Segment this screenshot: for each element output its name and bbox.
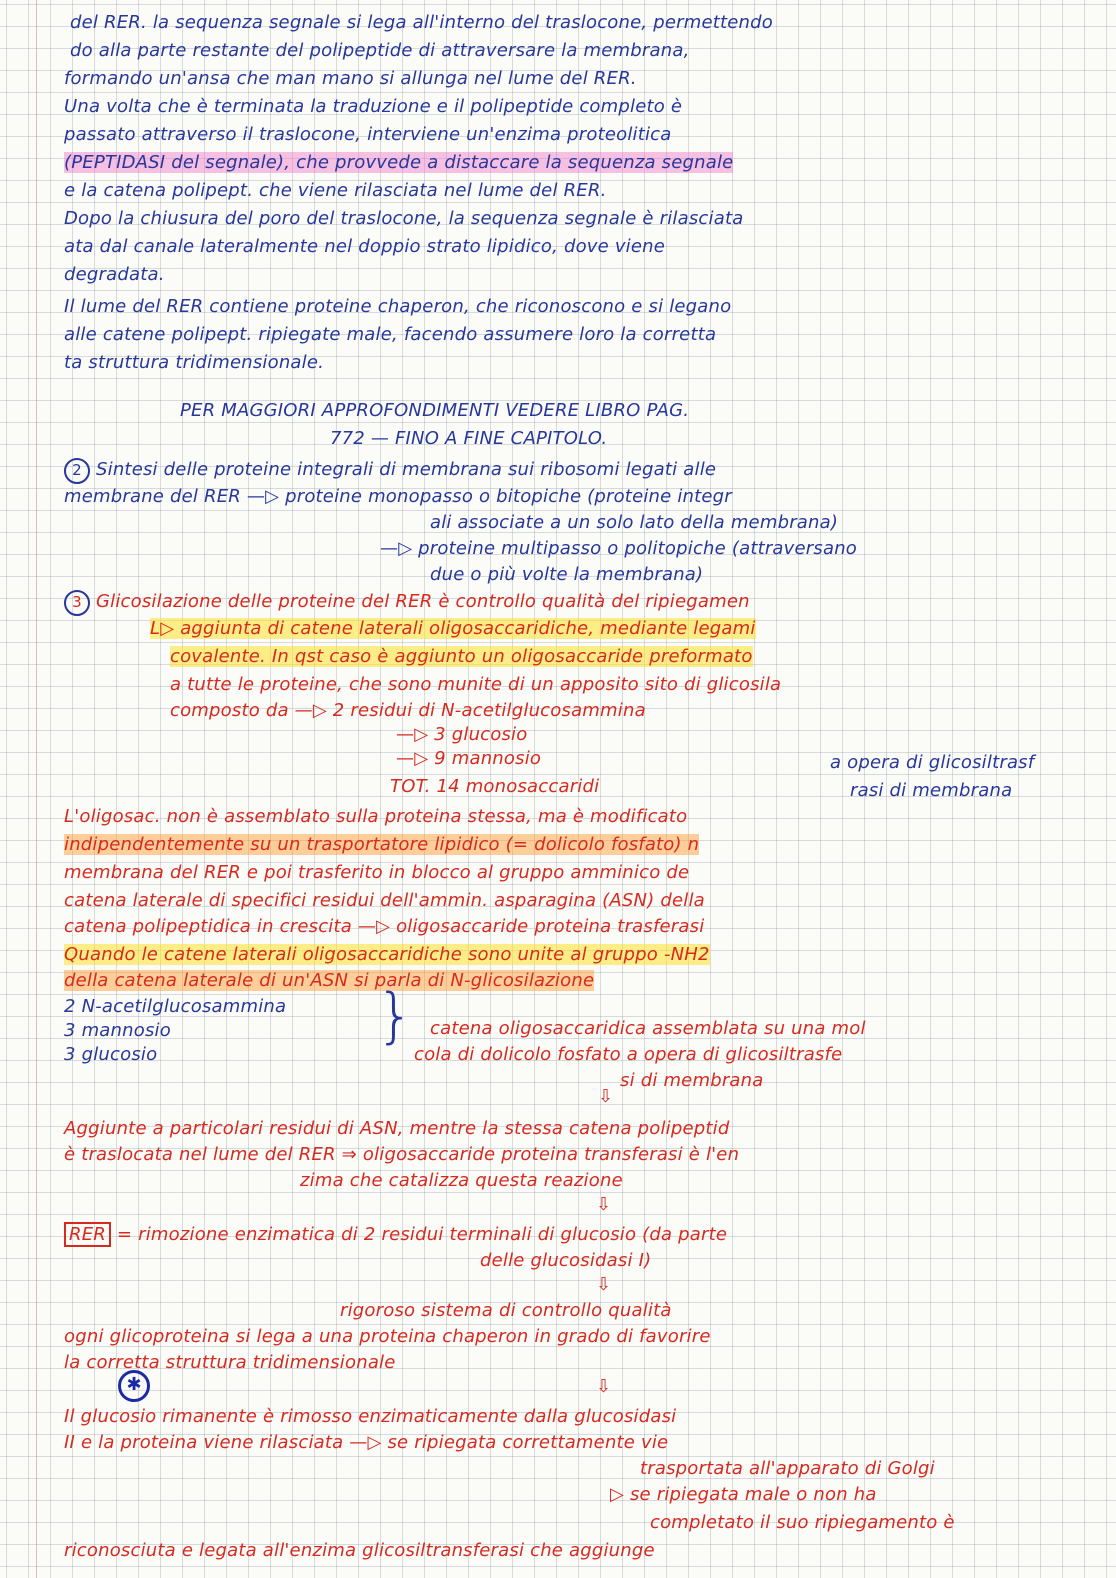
note-line [64, 180, 607, 202]
note-line [396, 724, 527, 746]
note-text: do alla parte restante del polipeptide di attraversare la membrana, [70, 40, 690, 61]
note-text: ogni glicoproteina si lega a una proteina chaperon in grado di favorire [64, 1326, 711, 1347]
boxed-label: RER [64, 1222, 111, 1247]
note-line [64, 1540, 655, 1562]
note-text: PER MAGGIORI APPROFONDIMENTI VEDERE LIBRO PAG. [180, 400, 690, 421]
note-line [64, 236, 665, 258]
note-line [180, 400, 689, 422]
note-line [640, 1458, 935, 1480]
note-text: Aggiunte a particolari residui di ASN, mentre la stessa catena polipeptid [64, 1118, 730, 1139]
note-line [64, 296, 731, 318]
note-text: formando un'ansa che man mano si allunga nel lume del RER. [64, 68, 637, 89]
section-number-badge: 2 [64, 458, 90, 484]
note-line [64, 916, 704, 938]
note-line [390, 776, 599, 798]
note-line [64, 264, 165, 286]
margin-line [36, 0, 37, 1578]
note-text: la corretta struttura tridimensionale [64, 1352, 396, 1373]
note-line [414, 1044, 842, 1066]
note-text: è traslocata nel lume del RER ⇒ oligosaccaride proteina transferasi è l'en [64, 1144, 740, 1165]
note-line [650, 1512, 955, 1534]
note-text: L'oligosac. non è assemblato sulla proteina stessa, ma è modificato [64, 806, 688, 827]
note-text: trasportata all'apparato di Golgi [640, 1458, 935, 1479]
note-line [70, 40, 690, 62]
note-line [150, 618, 756, 640]
note-line [64, 486, 732, 508]
note-text: riconosciuta e legata all'enzima glicosiltransferasi che aggiunge [64, 1540, 655, 1561]
note-text: 2 N-acetilglucosammina [64, 996, 287, 1017]
note-line [64, 1432, 668, 1454]
note-text: si di membrana [620, 1070, 764, 1091]
note-line [64, 1406, 676, 1428]
note-text: (PEPTIDASI del segnale), che provvede a distaccare la sequenza segnale [64, 152, 734, 173]
note-text: II e la proteina viene rilasciata —▷ se ripiegata correttamente vie [64, 1432, 669, 1453]
note-line [430, 564, 703, 586]
note-line [430, 512, 838, 534]
note-text: 3 glucosio [64, 1044, 158, 1065]
note-line [850, 780, 1012, 802]
note-text: Glicosilazione delle proteine del RER è controllo qualità del ripiegamen [96, 591, 750, 612]
note-text: catena laterale di specifici residui dell'ammin. asparagina (ASN) della [64, 890, 705, 911]
note-line [300, 1170, 623, 1192]
note-text: indipendentemente su un trasportatore lipidico (= dolicolo fosfato) n [64, 834, 700, 855]
note-text: membrana del RER e poi trasferito in blocco al gruppo amminico de [64, 862, 690, 883]
note-text: ta struttura tridimensionale. [64, 352, 325, 373]
note-line [64, 1326, 711, 1348]
note-line [170, 646, 753, 668]
note-text: cola di dolicolo fosfato a opera di glicosiltrasfe [414, 1044, 843, 1065]
note-text: composto da —▷ 2 residui di N-acetilglucosammina [170, 700, 646, 721]
note-text: —▷ 3 glucosio [396, 724, 528, 745]
note-text: = rimozione enzimatica di 2 residui terminali di glucosio (da parte [116, 1224, 728, 1245]
note-text: Il lume del RER contiene proteine chaperon, che riconoscono e si legano [64, 296, 732, 317]
note-line [170, 700, 646, 722]
note-line [64, 1352, 396, 1374]
note-line [64, 806, 687, 828]
note-text: alle catene polipept. ripiegate male, facendo assumere loro la corretta [64, 324, 717, 345]
note-line [480, 1250, 651, 1272]
note-line [64, 208, 743, 230]
down-arrow-icon: ⇩ [596, 1274, 612, 1295]
note-text: a opera di glicosiltrasf [830, 752, 1035, 773]
note-text: catena polipeptidica in crescita —▷ oligosaccaride proteina trasferasi [64, 916, 705, 937]
note-line [64, 124, 672, 146]
note-line [64, 590, 750, 616]
down-arrow-icon: ⇩ [596, 1194, 612, 1215]
note-text: catena oligosaccaridica assemblata su una mol [430, 1018, 866, 1039]
note-line [64, 68, 637, 90]
note-line [330, 428, 607, 450]
note-text: —▷ proteine multipasso o politopiche (attraversano [380, 538, 858, 559]
note-text: —▷ 9 mannosio [396, 748, 542, 769]
note-line [64, 1020, 171, 1042]
note-text: ▷ se ripiegata male o non ha [610, 1484, 877, 1505]
note-text: Dopo la chiusura del poro del traslocone, la sequenza segnale è rilasciata [64, 208, 744, 229]
note-line [830, 752, 1034, 774]
note-line [64, 96, 682, 118]
note-text: completato il suo ripiegamento è [650, 1512, 955, 1533]
note-line [396, 748, 541, 770]
note-text: due o più volte la membrana) [430, 564, 704, 585]
down-arrow-icon: ⇩ [598, 1086, 614, 1107]
note-text: ata dal canale lateralmente nel doppio strato lipidico, dove viene [64, 236, 666, 257]
note-line [64, 1044, 157, 1066]
note-line [170, 674, 781, 696]
note-text: del RER. la sequenza segnale si lega all'interno del traslocone, permettendo [70, 12, 773, 33]
note-line [64, 890, 705, 912]
down-arrow-icon: ⇩ [596, 1376, 612, 1397]
note-text: e la catena polipept. che viene rilasciata nel lume del RER. [64, 180, 607, 201]
note-text: Una volta che è terminata la traduzione e il polipeptide completo è [64, 96, 683, 117]
note-text: L▷ aggiunta di catene laterali oligosaccaridiche, mediante legami [150, 618, 756, 639]
note-text: della catena laterale di un'ASN si parla di N-glicosilazione [64, 970, 595, 991]
note-text: degradata. [64, 264, 165, 285]
note-text: a tutte le proteine, che sono munite di un apposito sito di glicosila [170, 674, 782, 695]
note-line [380, 538, 857, 560]
note-line [64, 1224, 727, 1246]
note-text: membrane del RER —▷ proteine monopasso o bitopiche (proteine integr [64, 486, 732, 507]
note-line [430, 1018, 866, 1040]
note-line [70, 12, 773, 34]
note-line [64, 970, 594, 992]
asterisk-mark-icon: ✱ [118, 1370, 150, 1402]
note-text: rasi di membrana [850, 780, 1013, 801]
note-line [64, 996, 286, 1018]
note-line [64, 458, 716, 484]
note-line [610, 1484, 877, 1506]
note-text: rigoroso sistema di controllo qualità [340, 1300, 672, 1321]
note-line [340, 1300, 672, 1322]
note-line [64, 834, 699, 856]
note-text: Quando le catene laterali oligosaccaridiche sono unite al gruppo -NH2 [64, 944, 710, 965]
note-text: zima che catalizza questa reazione [300, 1170, 623, 1191]
note-line [64, 944, 710, 966]
note-text: ali associate a un solo lato della membrana) [430, 512, 839, 533]
note-text: passato attraverso il traslocone, interviene un'enzima proteolitica [64, 124, 672, 145]
note-text: covalente. In qst caso è aggiunto un oligosaccaride preformato [170, 646, 753, 667]
note-text: delle glucosidasi I) [480, 1250, 652, 1271]
note-text: 772 — FINO A FINE CAPITOLO. [330, 428, 608, 449]
note-line [64, 862, 689, 884]
note-text: Il glucosio rimanente è rimosso enzimaticamente dalla glucosidasi [64, 1406, 677, 1427]
note-line [64, 352, 324, 374]
curly-brace-icon: } [376, 981, 415, 1051]
note-text: 3 mannosio [64, 1020, 171, 1041]
note-text: TOT. 14 monosaccaridi [390, 776, 600, 797]
note-line [64, 324, 716, 346]
section-number-badge: 3 [64, 590, 90, 616]
note-line [620, 1070, 764, 1092]
note-line [64, 1144, 739, 1166]
note-line [64, 152, 733, 174]
note-line [64, 1118, 729, 1140]
note-text: Sintesi delle proteine integrali di membrana sui ribosomi legati alle [96, 459, 717, 480]
